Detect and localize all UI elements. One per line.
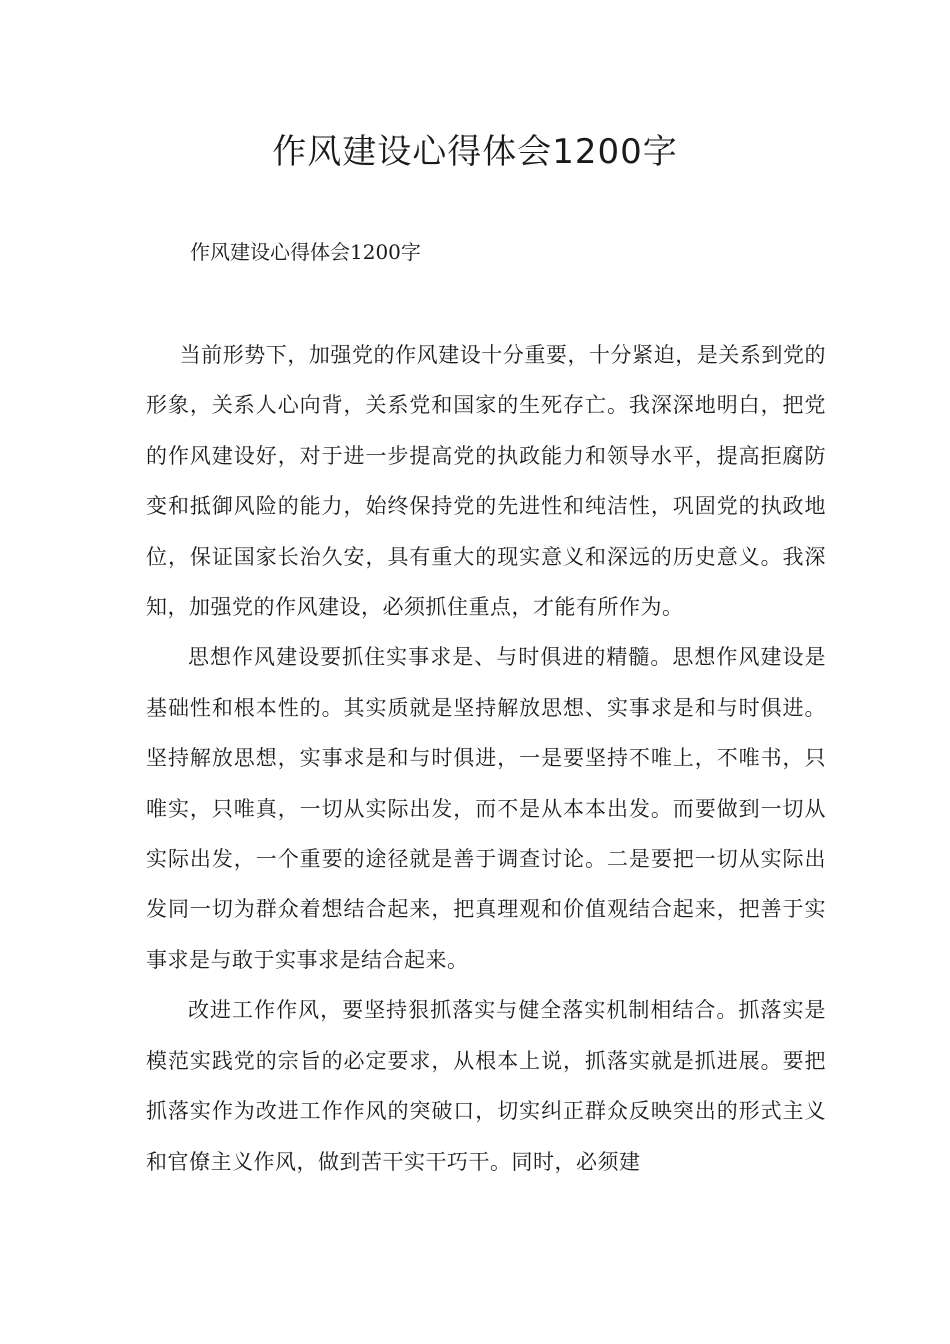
document-subtitle: 作风建设心得体会1200字 [190,240,421,264]
document-body [146,330,826,1187]
document-title: 作风建设心得体会1200字 [272,132,678,172]
paragraph-1: 当前形势下，加强党的作风建设十分重要，十分紧迫，是关系到党的形象，关系人心向背，关系党和国家的生死存亡。我深深地明白，把党的作风建设好，对于进一步提高党的执政能力和领导水平，提高拒腐防变和抵御风险的能力，始终保持党的先进性和纯洁性，巩固党的执政地位，保证国家长治久安，具有重大的现实意义和深远的历史意义。我深知，加强党的作风建设，必须抓住重点，才能有所作为。 [146,343,826,620]
paragraph-2: 思想作风建设要抓住实事求是、与时俱进的精髓。思想作风建设是基础性和根本性的。其实质就是坚持解放思想、实事求是和与时俱进。坚持解放思想，实事求是和与时俱进，一是要坚持不唯上，不唯书，只唯实，只唯真，一切从实际出发，而不是从本本出发。而要做到一切从实际出发，一个重要的途径就是善于调查讨论。二是要把一切从实际出发同一切为群众着想结合起来，把真理观和价值观结合起来，把善于实事求是与敢于实事求是结合起来。 [146,645,826,972]
paragraph-3: 改进工作作风，要坚持狠抓落实与健全落实机制相结合。抓落实是模范实践党的宗旨的必定要求，从根本上说，抓落实就是抓进展。要把抓落实作为改进工作作风的突破口，切实纠正群众反映突出的形式主义和官僚主义作风，做到苦干实干巧干。同时，必须建 [146,998,826,1174]
